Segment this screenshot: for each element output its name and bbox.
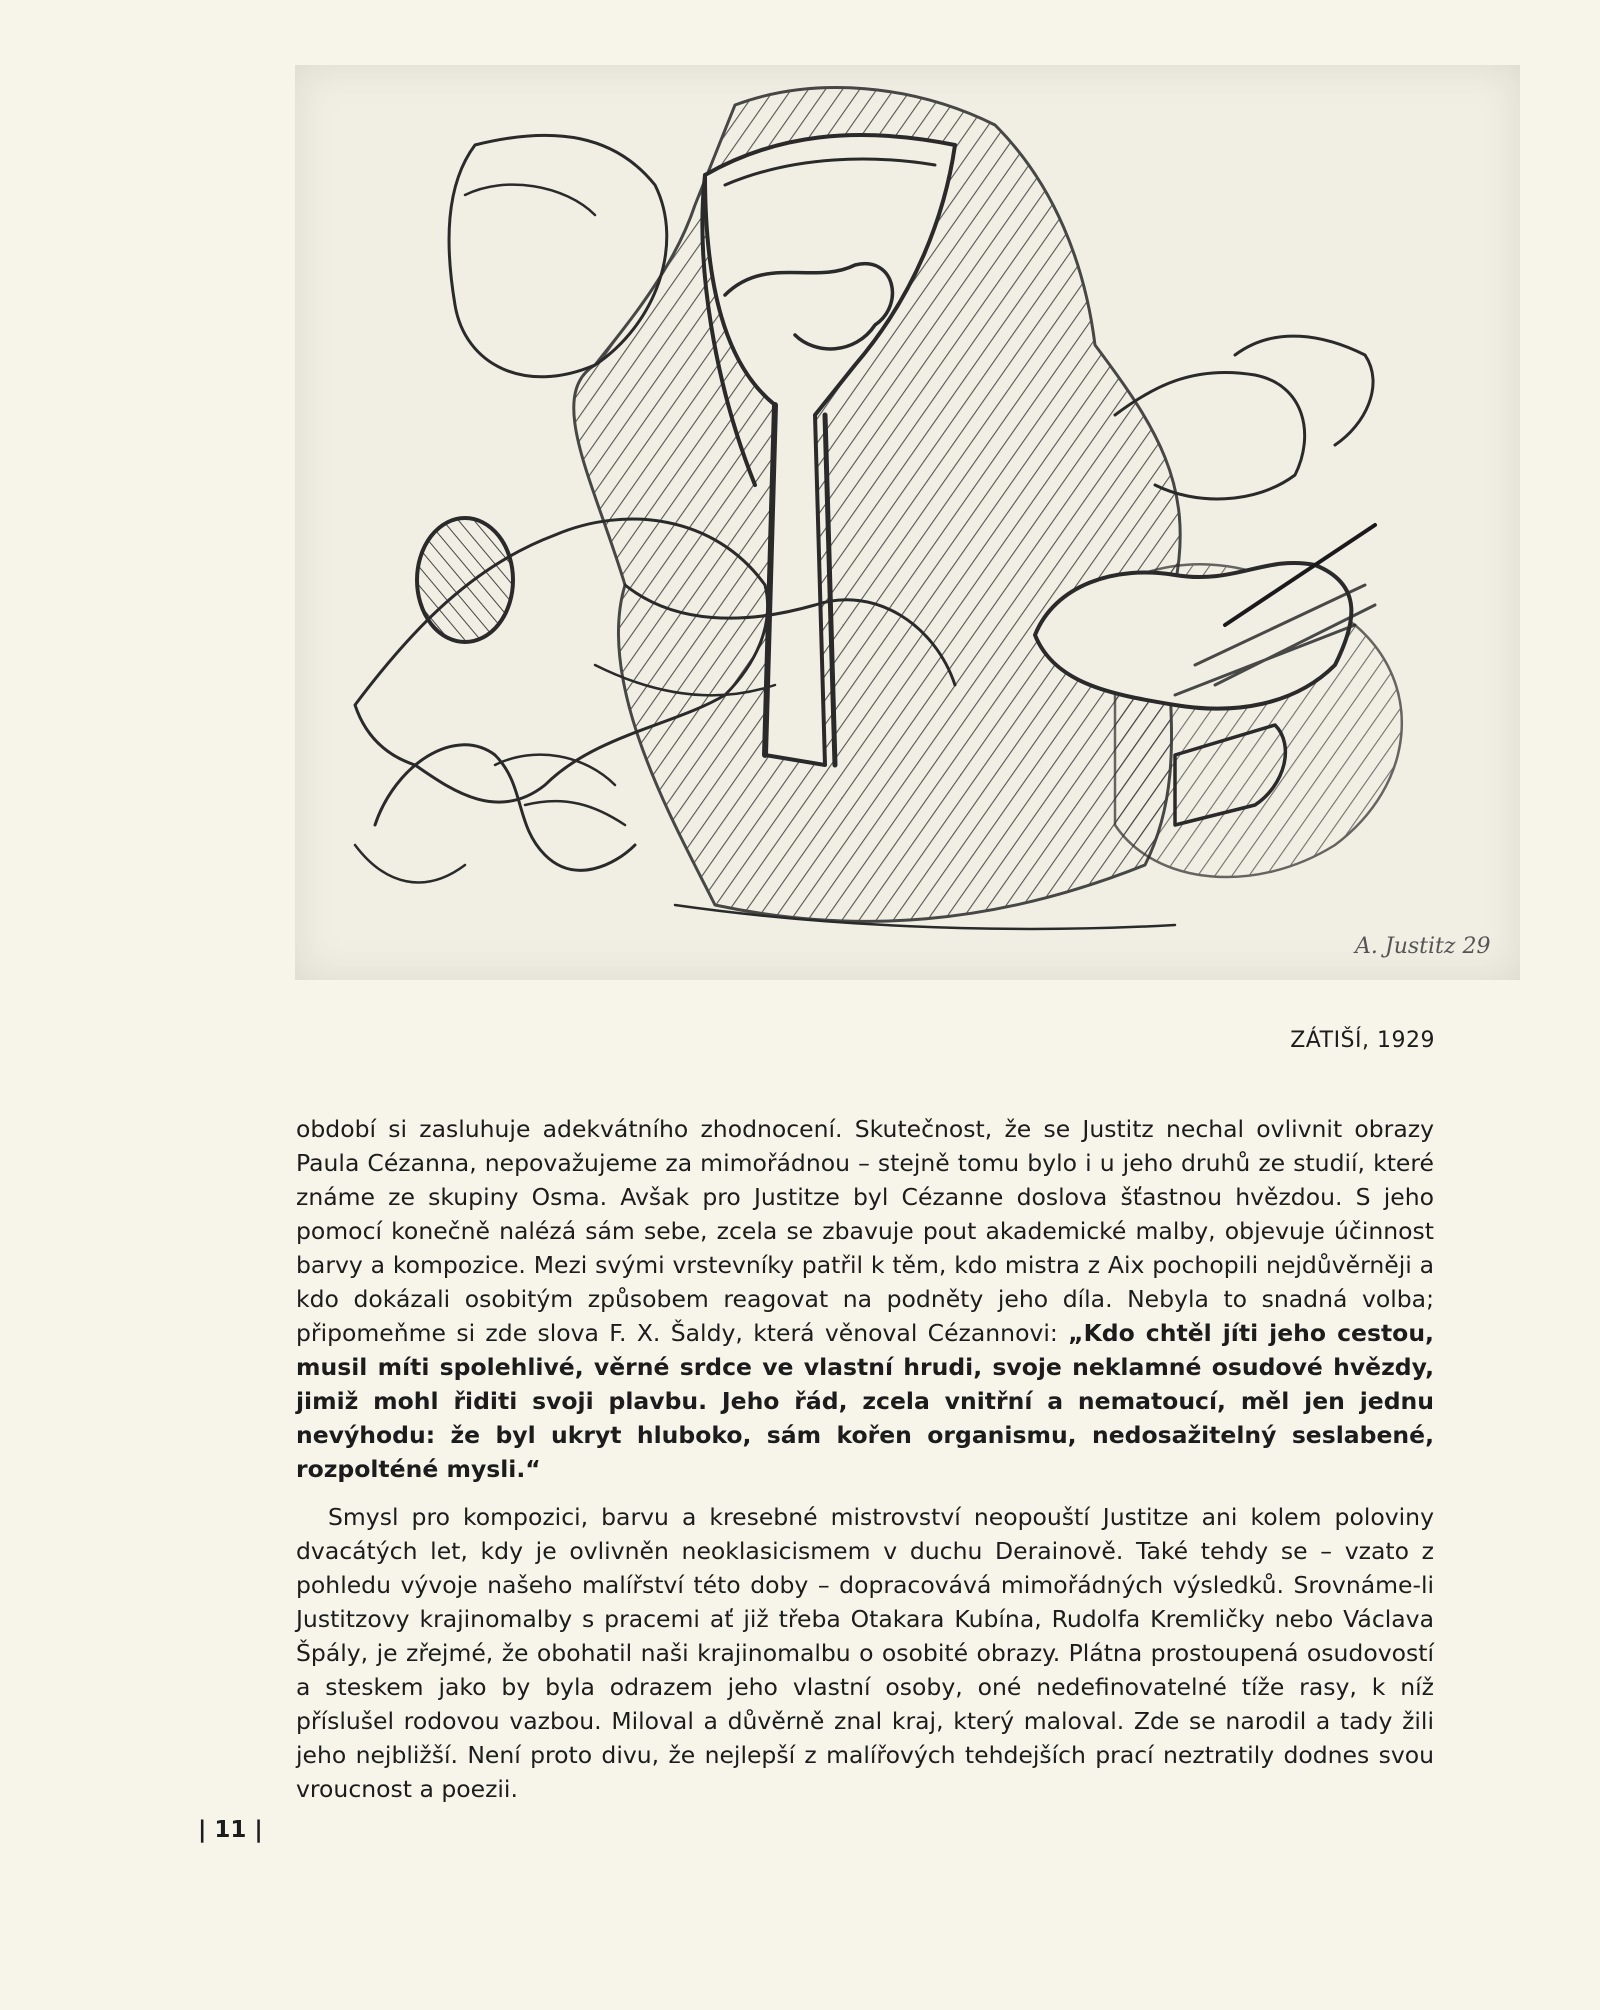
paragraph-1-text: období si zasluhuje adekvátního zhodnocení. Skutečnost, že se Justitz nechal ovlivnit obrazy Paula Cézanna, nepovažujeme za mimořádnou – stejně tomu bylo i u jeho druhů ze studií, které známe ze skupiny Osma. Avšak pro Justitze byl Cézanne doslova šťastnou hvězdou. S jeho pomocí konečně nalézá sám sebe, zcela se zbavuje pout akademické malby, objevuje účinnost barvy a kompozice. Mezi svými vrstevníky patřil k těm, kdo mistra z Aix pochopili nejdůvěrněji a kdo dokázali osobitým způsobem reagovat na podněty jeho díla. Nebyla to snadná volba; připomeňme si zde slova F. X. Šaldy, která věnoval Cézannovi: xyxy=(296,1115,1434,1347)
salda-quote: „Kdo chtěl jíti jeho cestou, musil míti spolehlivé, věrné srdce ve vlastní hrudi, svoje neklamné osudové hvězdy, jimiž mohl řiditi svoji plavbu. Jeho řád, zcela vnitřní a nematoucí, měl jen jednu nevýhodu: že byl ukryt hluboko, sám kořen organismu, nedosažitelný seslabené, rozpolténé mysli.“ xyxy=(296,1319,1434,1483)
paragraph-1 xyxy=(296,1112,1434,1486)
page-number: | 11 | xyxy=(198,1817,263,1843)
article-body xyxy=(296,1112,1434,1806)
artist-signature: A. Justitz 29 xyxy=(1355,934,1491,959)
figure-caption: ZÁTIŠÍ, 1929 xyxy=(1290,1028,1435,1053)
paragraph-2: Smysl pro kompozici, barvu a kresebné mistrovství neopouští Justitze ani kolem poloviny dvacátých let, kdy je ovlivněn neoklasicismem v duchu Derainově. Také tehdy se – vzato z pohledu vývoje našeho malířství této doby – dopracovává mimořádných výsledků. Srovnáme-li Justitzovy krajinomalby s pracemi ať již třeba Otakara Kubína, Rudolfa Kremličky nebo Václava Špály, je zřejmé, že obohatil naši krajinomalbu o osobité obrazy. Plátna prostoupená osudovostí a steskem jako by byla odrazem jeho vlastní osoby, oné nedefinovatelné tíže rasy, k níž příslušel rodovou vazbou. Miloval a důvěrně znal kraj, který maloval. Zde se narodil a tady žili jeho nejbližší. Není proto divu, že nejlepší z malířových tehdejších prací neztratily dodnes svou vroucnost a poezii. xyxy=(296,1503,1434,1803)
still-life-drawing xyxy=(295,65,1520,980)
pencil-sketch-illustration xyxy=(295,65,1520,980)
